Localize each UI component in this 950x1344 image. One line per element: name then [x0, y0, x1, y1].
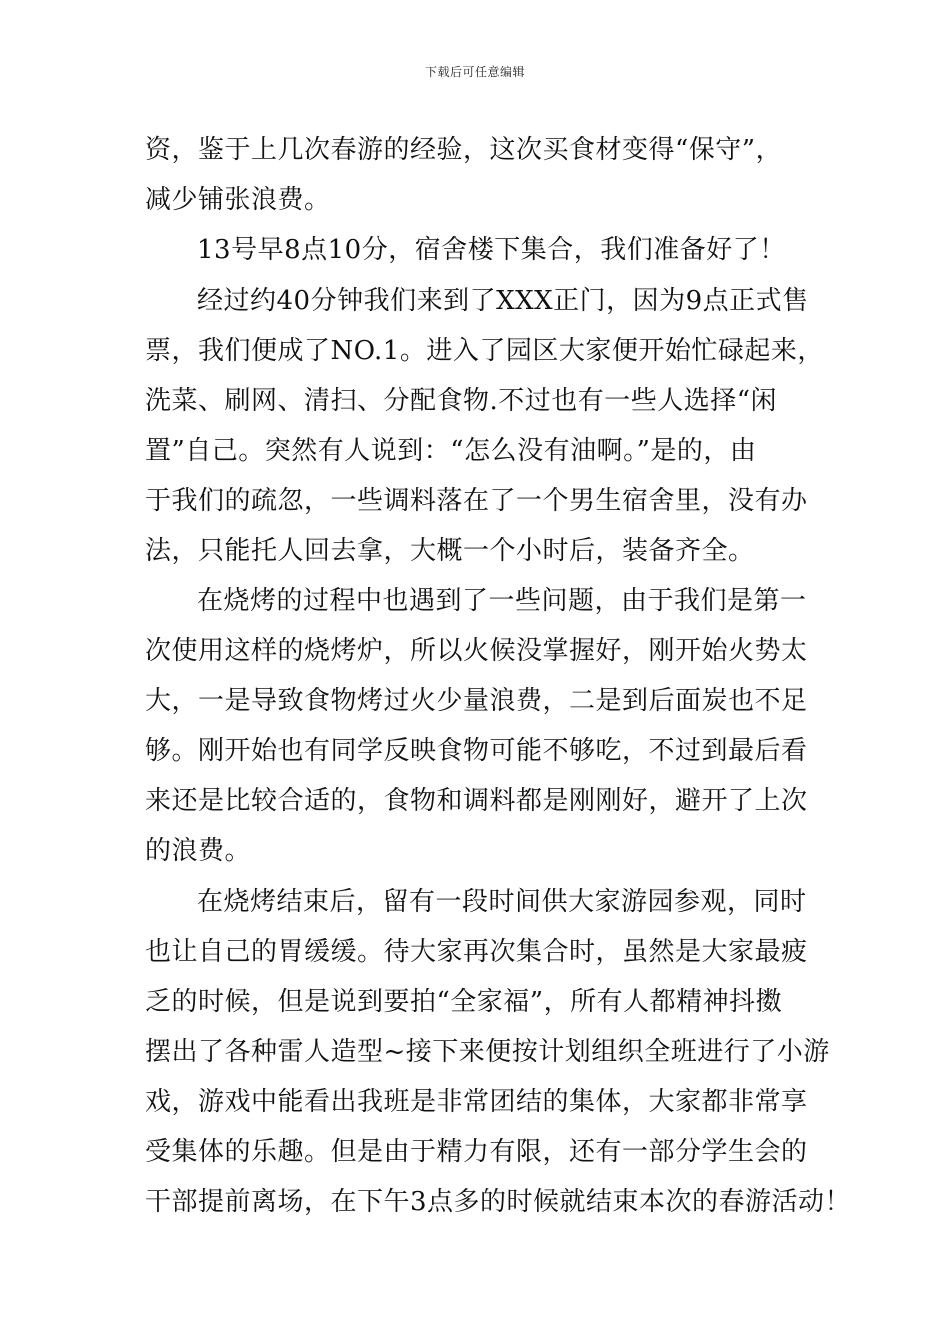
text-line: 于我们的疏忽，一些调料落在了一个男生宿舍里，没有办 — [145, 486, 808, 516]
text-line: 置”自己。突然有人说到：“怎么没有油啊。”是的，由 — [145, 436, 757, 466]
text-line: 的浪费。 — [145, 836, 252, 866]
text-line: 次使用这样的烧烤炉，所以火候没掌握好，刚开始火势太 — [145, 636, 808, 666]
text-line: 洗菜、刷网、清扫、分配食物.不过也有一些人选择“闲 — [145, 386, 778, 416]
page-header-note: 下载后可任意编辑 — [424, 65, 525, 79]
text-line: 法，只能托人回去拿，大概一个小时后，装备齐全。 — [145, 536, 755, 566]
text-line: 资，鉴于上几次春游的经验，这次买食材变得“保守”， — [145, 135, 783, 165]
text-line: 乏的时候，但是说到要拍“全家福”，所有人都精神抖擞 — [145, 987, 783, 1017]
text-line: 干部提前离场，在下午3点多的时候就结束本次的春游活动！ — [145, 1187, 852, 1217]
text-line: 来还是比较合适的，食物和调料都是刚刚好，避开了上次 — [145, 786, 808, 816]
paragraph-start-line: 经过约40分钟我们来到了XXX正门，因为9点正式售 — [197, 286, 809, 316]
text-line: 减少铺张浪费。 — [145, 185, 331, 215]
text-line: 也让自己的胃缓缓。待大家再次集合时，虽然是大家最疲 — [145, 937, 808, 967]
paragraph-start-line: 在烧烤的过程中也遇到了一些问题，由于我们是第一 — [197, 586, 807, 616]
text-line: 够。刚开始也有同学反映食物可能不够吃，不过到最后看 — [145, 736, 808, 766]
paragraph-start-line: 13号早8点10分，宿舍楼下集合，我们准备好了！ — [197, 235, 786, 265]
text-line: 大，一是导致食物烤过火少量浪费，二是到后面炭也不足 — [145, 686, 808, 716]
text-line: 票，我们便成了NO.1。进入了园区大家便开始忙碌起来， — [145, 336, 824, 366]
text-line: 戏，游戏中能看出我班是非常团结的集体，大家都非常享 — [145, 1087, 808, 1117]
text-line: 摆出了各种雷人造型~接下来便按计划组织全班进行了小游 — [145, 1037, 830, 1067]
text-line: 受集体的乐趣。但是由于精力有限，还有一部分学生会的 — [145, 1137, 808, 1167]
paragraph-start-line: 在烧烤结束后，留有一段时间供大家游园参观，同时 — [197, 887, 807, 917]
